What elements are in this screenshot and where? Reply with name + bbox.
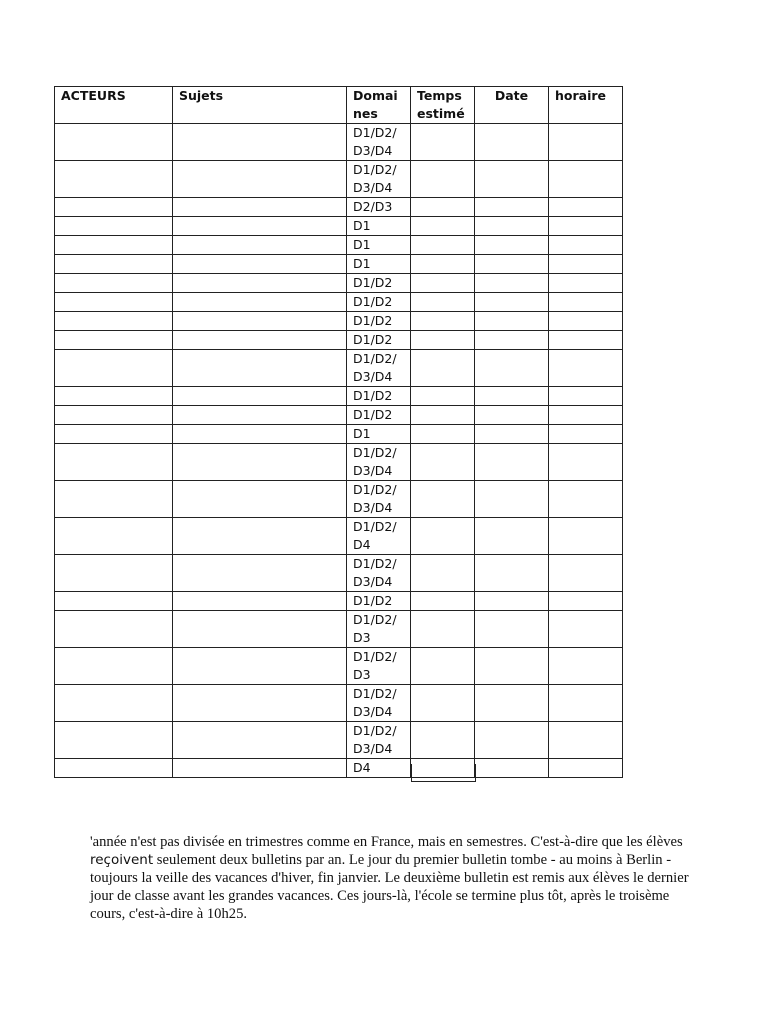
- cell-date[interactable]: [475, 198, 549, 217]
- cell-temps[interactable]: [411, 255, 475, 274]
- cell-domaines: D4: [347, 759, 411, 778]
- cell-domaines: D1/D2/ D3/D4: [347, 161, 411, 198]
- cell-domaines: D1/D2: [347, 293, 411, 312]
- cell-domaines: D1: [347, 425, 411, 444]
- cell-temps[interactable]: [411, 217, 475, 236]
- cell-date[interactable]: [475, 387, 549, 406]
- cell-sujets[interactable]: [173, 444, 347, 481]
- cell-sujets[interactable]: [173, 312, 347, 331]
- cell-sujets[interactable]: [173, 759, 347, 778]
- cell-date[interactable]: [475, 236, 549, 255]
- cell-temps[interactable]: [411, 198, 475, 217]
- cell-domaines: D1/D2: [347, 387, 411, 406]
- cell-sujets[interactable]: [173, 648, 347, 685]
- cell-temps[interactable]: [411, 425, 475, 444]
- cell-horaire[interactable]: [549, 350, 623, 387]
- cell-horaire[interactable]: [549, 759, 623, 778]
- cell-sujets[interactable]: [173, 198, 347, 217]
- cell-acteurs[interactable]: [55, 444, 173, 481]
- table-row: [55, 444, 623, 481]
- table-header-row: [55, 87, 623, 124]
- table-row: [55, 312, 623, 331]
- header-domaines: Domai nes: [347, 87, 411, 124]
- cell-temps[interactable]: [411, 312, 475, 331]
- cell-domaines: D1: [347, 217, 411, 236]
- cell-date[interactable]: [475, 274, 549, 293]
- cell-horaire[interactable]: [549, 406, 623, 425]
- cell-temps[interactable]: [411, 444, 475, 481]
- cell-acteurs[interactable]: [55, 555, 173, 592]
- cell-date[interactable]: [475, 759, 549, 778]
- cell-sujets[interactable]: [173, 611, 347, 648]
- cell-temps[interactable]: [411, 518, 475, 555]
- table-row: [55, 425, 623, 444]
- cell-horaire[interactable]: [549, 274, 623, 293]
- cell-horaire[interactable]: [549, 611, 623, 648]
- cell-temps[interactable]: [411, 481, 475, 518]
- cell-domaines: D1/D2/ D3/D4: [347, 685, 411, 722]
- table-row: [55, 481, 623, 518]
- cell-acteurs[interactable]: [55, 592, 173, 611]
- cell-domaines: D1/D2: [347, 331, 411, 350]
- cell-temps[interactable]: [411, 722, 475, 759]
- cell-domaines: D1/D2/ D3/D4: [347, 444, 411, 481]
- table-row: [55, 293, 623, 312]
- cell-temps[interactable]: [411, 274, 475, 293]
- cell-sujets[interactable]: [173, 555, 347, 592]
- cell-horaire[interactable]: [549, 518, 623, 555]
- cell-acteurs[interactable]: [55, 217, 173, 236]
- cell-temps[interactable]: [411, 685, 475, 722]
- cell-temps[interactable]: [411, 124, 475, 161]
- cell-acteurs[interactable]: [55, 350, 173, 387]
- paragraph-text-start: 'année n'est pas divisée en trimestres comme en France, mais en semestres. C'est-à-dire que les élèves: [90, 833, 683, 850]
- cell-domaines: D1/D2/ D3/D4: [347, 124, 411, 161]
- cell-date[interactable]: [475, 331, 549, 350]
- header-temps-estime: Temps estimé: [411, 87, 475, 124]
- planning-table: [54, 86, 623, 778]
- cell-acteurs[interactable]: [55, 648, 173, 685]
- cell-acteurs[interactable]: [55, 406, 173, 425]
- cell-date[interactable]: [475, 255, 549, 274]
- cell-temps[interactable]: [411, 406, 475, 425]
- cell-sujets[interactable]: [173, 387, 347, 406]
- table-row: [55, 255, 623, 274]
- cell-acteurs[interactable]: [55, 425, 173, 444]
- cell-acteurs[interactable]: [55, 124, 173, 161]
- cell-sujets[interactable]: [173, 406, 347, 425]
- table-row: [55, 331, 623, 350]
- table-row: [55, 217, 623, 236]
- cell-date[interactable]: [475, 217, 549, 236]
- cell-date[interactable]: [475, 425, 549, 444]
- cell-horaire[interactable]: [549, 124, 623, 161]
- table-row: [55, 406, 623, 425]
- cell-sujets[interactable]: [173, 425, 347, 444]
- cell-horaire[interactable]: [549, 255, 623, 274]
- cell-date[interactable]: [475, 350, 549, 387]
- cell-acteurs[interactable]: [55, 274, 173, 293]
- cell-domaines: D2/D3: [347, 198, 411, 217]
- cell-domaines: D1/D2: [347, 406, 411, 425]
- cell-horaire[interactable]: [549, 425, 623, 444]
- cell-acteurs[interactable]: [55, 722, 173, 759]
- header-sujets: Sujets: [173, 87, 347, 124]
- cell-acteurs[interactable]: [55, 293, 173, 312]
- cell-temps[interactable]: [411, 387, 475, 406]
- cell-acteurs[interactable]: [55, 481, 173, 518]
- cell-domaines: D1/D2/ D3/D4: [347, 722, 411, 759]
- cell-domaines: D1/D2/ D3: [347, 611, 411, 648]
- cell-horaire[interactable]: [549, 685, 623, 722]
- cell-horaire[interactable]: [549, 198, 623, 217]
- cell-sujets[interactable]: [173, 518, 347, 555]
- table-row: [55, 124, 623, 161]
- cell-date[interactable]: [475, 481, 549, 518]
- table-row: [55, 387, 623, 406]
- cell-date[interactable]: [475, 161, 549, 198]
- cell-date[interactable]: [475, 293, 549, 312]
- header-horaire: horaire: [549, 87, 623, 124]
- cell-temps[interactable]: [411, 350, 475, 387]
- cell-temps[interactable]: [411, 331, 475, 350]
- cell-date[interactable]: [475, 592, 549, 611]
- cell-horaire[interactable]: [549, 648, 623, 685]
- cell-acteurs[interactable]: [55, 255, 173, 274]
- cell-date[interactable]: [475, 312, 549, 331]
- cell-acteurs[interactable]: [55, 236, 173, 255]
- table-row: [55, 611, 623, 648]
- cell-date[interactable]: [475, 124, 549, 161]
- cell-acteurs[interactable]: [55, 161, 173, 198]
- body-paragraph: [90, 833, 690, 923]
- cell-sujets[interactable]: [173, 331, 347, 350]
- cell-horaire[interactable]: [549, 161, 623, 198]
- cell-date[interactable]: [475, 406, 549, 425]
- table-row: [55, 161, 623, 198]
- cell-date[interactable]: [475, 685, 549, 722]
- cell-temps[interactable]: [411, 555, 475, 592]
- table-row: [55, 555, 623, 592]
- table-row: [55, 350, 623, 387]
- table-row: [55, 648, 623, 685]
- cell-sujets[interactable]: [173, 161, 347, 198]
- cell-domaines: D1/D2/ D3/D4: [347, 350, 411, 387]
- cell-horaire[interactable]: [549, 722, 623, 759]
- table-row: [55, 592, 623, 611]
- paragraph-text-end: seulement deux bulletins par an. Le jour du premier bulletin tombe - au moins à Berlin - toujours la veille des vacances d'hiver, fin janvier. Le deuxième bulletin est remis aux élèves le dernier jour de classe avant les grandes vacances. Ces jours-là, l'école se termine plus tôt, après le troisème cours, c'est-à-dire à 10h25.: [90, 851, 689, 922]
- cell-domaines: D1/D2: [347, 592, 411, 611]
- cell-temps[interactable]: [411, 592, 475, 611]
- cell-horaire[interactable]: [549, 592, 623, 611]
- cell-sujets[interactable]: [173, 481, 347, 518]
- cell-date[interactable]: [475, 648, 549, 685]
- cell-sujets[interactable]: [173, 685, 347, 722]
- paragraph-emphasis: reçoivent: [90, 851, 154, 868]
- cell-horaire[interactable]: [549, 217, 623, 236]
- cell-horaire[interactable]: [549, 236, 623, 255]
- cell-domaines: D1/D2: [347, 274, 411, 293]
- cell-horaire[interactable]: [549, 444, 623, 481]
- empty-cell-box: [411, 764, 476, 782]
- table-row: [55, 236, 623, 255]
- cell-temps[interactable]: [411, 611, 475, 648]
- cell-acteurs[interactable]: [55, 759, 173, 778]
- cell-sujets[interactable]: [173, 236, 347, 255]
- cell-sujets[interactable]: [173, 722, 347, 759]
- cell-date[interactable]: [475, 555, 549, 592]
- cell-sujets[interactable]: [173, 255, 347, 274]
- table-body: [55, 124, 623, 778]
- cell-date[interactable]: [475, 722, 549, 759]
- cell-acteurs[interactable]: [55, 331, 173, 350]
- header-acteurs: ACTEURS: [55, 87, 173, 124]
- cell-sujets[interactable]: [173, 274, 347, 293]
- cell-temps[interactable]: [411, 648, 475, 685]
- cell-domaines: D1/D2/ D3/D4: [347, 555, 411, 592]
- cell-sujets[interactable]: [173, 217, 347, 236]
- table-row: [55, 722, 623, 759]
- cell-acteurs[interactable]: [55, 685, 173, 722]
- cell-horaire[interactable]: [549, 331, 623, 350]
- cell-domaines: D1/D2/ D4: [347, 518, 411, 555]
- cell-domaines: D1: [347, 236, 411, 255]
- cell-date[interactable]: [475, 611, 549, 648]
- table-row: [55, 198, 623, 217]
- table-row: [55, 685, 623, 722]
- cell-horaire[interactable]: [549, 555, 623, 592]
- cell-acteurs[interactable]: [55, 611, 173, 648]
- cell-acteurs[interactable]: [55, 387, 173, 406]
- cell-domaines: D1: [347, 255, 411, 274]
- cell-horaire[interactable]: [549, 312, 623, 331]
- cell-sujets[interactable]: [173, 350, 347, 387]
- cell-temps[interactable]: [411, 236, 475, 255]
- cell-acteurs[interactable]: [55, 198, 173, 217]
- cell-date[interactable]: [475, 444, 549, 481]
- cell-acteurs[interactable]: [55, 312, 173, 331]
- cell-horaire[interactable]: [549, 293, 623, 312]
- cell-domaines: D1/D2/ D3/D4: [347, 481, 411, 518]
- cell-horaire[interactable]: [549, 481, 623, 518]
- cell-date[interactable]: [475, 518, 549, 555]
- cell-temps[interactable]: [411, 161, 475, 198]
- cell-sujets[interactable]: [173, 293, 347, 312]
- table-row: [55, 759, 623, 778]
- header-date: Date: [475, 87, 549, 124]
- table-row: [55, 518, 623, 555]
- cell-horaire[interactable]: [549, 387, 623, 406]
- table-row: [55, 274, 623, 293]
- cell-sujets[interactable]: [173, 592, 347, 611]
- cell-temps[interactable]: [411, 293, 475, 312]
- cell-acteurs[interactable]: [55, 518, 173, 555]
- cell-sujets[interactable]: [173, 124, 347, 161]
- cell-domaines: D1/D2: [347, 312, 411, 331]
- cell-domaines: D1/D2/ D3: [347, 648, 411, 685]
